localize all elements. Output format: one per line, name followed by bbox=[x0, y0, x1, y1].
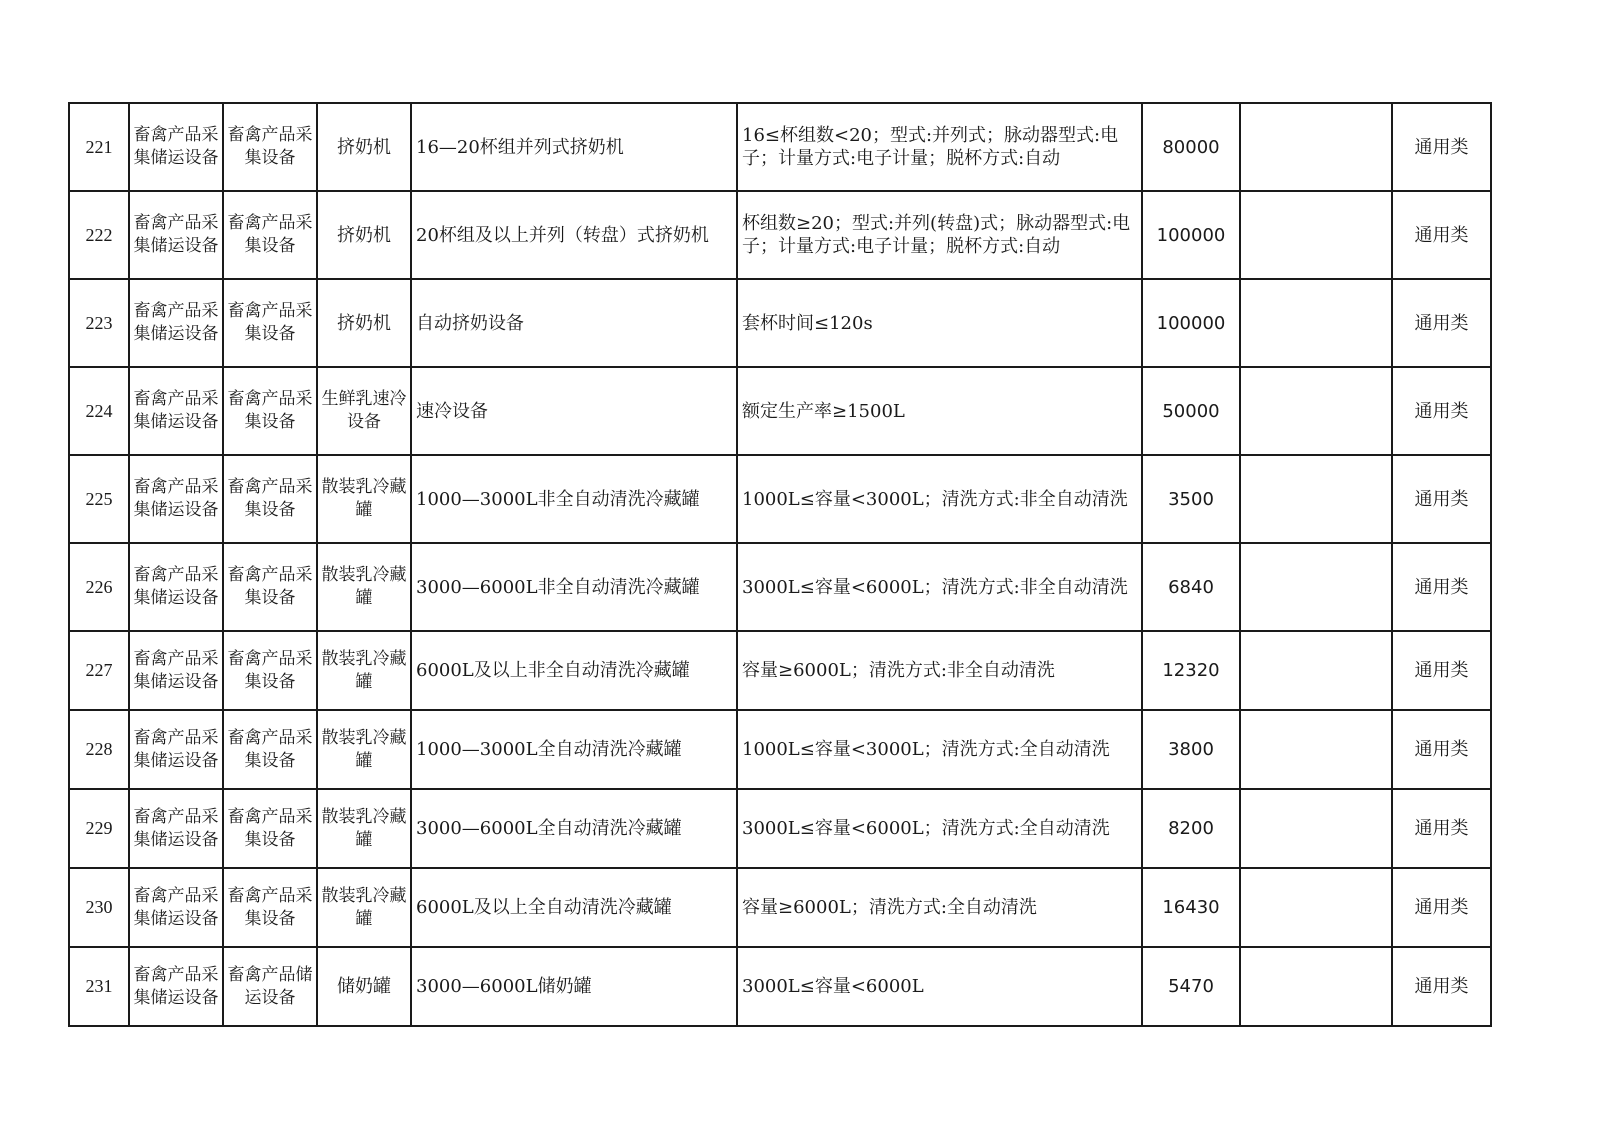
table-row bbox=[69, 631, 1491, 710]
category-level2: 畜禽产品采集设备 bbox=[223, 631, 317, 710]
item-name: 20杯组及以上并列（转盘）式挤奶机 bbox=[411, 191, 737, 279]
item-type: 通用类 bbox=[1392, 789, 1491, 868]
row-number: 223 bbox=[69, 279, 129, 367]
item-spec: 1000L≤容量<3000L；清洗方式:全自动清洗 bbox=[737, 710, 1142, 789]
item-type: 通用类 bbox=[1392, 543, 1491, 631]
item-type: 通用类 bbox=[1392, 868, 1491, 947]
note-cell bbox=[1240, 367, 1392, 455]
item-spec: 3000L≤容量<6000L；清洗方式:全自动清洗 bbox=[737, 789, 1142, 868]
note-cell bbox=[1240, 710, 1392, 789]
table-row bbox=[69, 279, 1491, 367]
item-category: 挤奶机 bbox=[317, 279, 411, 367]
category-level1: 畜禽产品采集储运设备 bbox=[129, 103, 223, 191]
item-spec: 3000L≤容量<6000L bbox=[737, 947, 1142, 1026]
item-type: 通用类 bbox=[1392, 455, 1491, 543]
category-level2: 畜禽产品采集设备 bbox=[223, 103, 317, 191]
item-category: 散装乳冷藏罐 bbox=[317, 710, 411, 789]
item-spec: 容量≥6000L；清洗方式:全自动清洗 bbox=[737, 868, 1142, 947]
item-spec: 容量≥6000L；清洗方式:非全自动清洗 bbox=[737, 631, 1142, 710]
item-name: 自动挤奶设备 bbox=[411, 279, 737, 367]
subsidy-amount: 6840 bbox=[1142, 543, 1240, 631]
subsidy-amount: 3800 bbox=[1142, 710, 1240, 789]
table-row bbox=[69, 103, 1491, 191]
table-row bbox=[69, 947, 1491, 1026]
row-number: 224 bbox=[69, 367, 129, 455]
category-level1: 畜禽产品采集储运设备 bbox=[129, 789, 223, 868]
category-level2: 畜禽产品采集设备 bbox=[223, 191, 317, 279]
table-row bbox=[69, 868, 1491, 947]
row-number: 221 bbox=[69, 103, 129, 191]
subsidy-amount: 5470 bbox=[1142, 947, 1240, 1026]
item-category: 挤奶机 bbox=[317, 103, 411, 191]
item-name: 1000—3000L全自动清洗冷藏罐 bbox=[411, 710, 737, 789]
item-spec: 3000L≤容量<6000L；清洗方式:非全自动清洗 bbox=[737, 543, 1142, 631]
item-category: 散装乳冷藏罐 bbox=[317, 631, 411, 710]
subsidy-amount: 3500 bbox=[1142, 455, 1240, 543]
item-name: 3000—6000L储奶罐 bbox=[411, 947, 737, 1026]
note-cell bbox=[1240, 191, 1392, 279]
item-type: 通用类 bbox=[1392, 710, 1491, 789]
item-category: 挤奶机 bbox=[317, 191, 411, 279]
note-cell bbox=[1240, 868, 1392, 947]
item-category: 散装乳冷藏罐 bbox=[317, 868, 411, 947]
table-row bbox=[69, 710, 1491, 789]
row-number: 230 bbox=[69, 868, 129, 947]
item-name: 1000—3000L非全自动清洗冷藏罐 bbox=[411, 455, 737, 543]
item-name: 3000—6000L非全自动清洗冷藏罐 bbox=[411, 543, 737, 631]
subsidy-amount: 100000 bbox=[1142, 279, 1240, 367]
subsidy-amount: 16430 bbox=[1142, 868, 1240, 947]
table-row bbox=[69, 789, 1491, 868]
item-spec: 16≤杯组数<20；型式:并列式；脉动器型式:电子；计量方式:电子计量；脱杯方式:自动 bbox=[737, 103, 1142, 191]
category-level1: 畜禽产品采集储运设备 bbox=[129, 631, 223, 710]
table-row bbox=[69, 455, 1491, 543]
category-level2: 畜禽产品采集设备 bbox=[223, 367, 317, 455]
category-level2: 畜禽产品采集设备 bbox=[223, 710, 317, 789]
item-name: 6000L及以上全自动清洗冷藏罐 bbox=[411, 868, 737, 947]
row-number: 227 bbox=[69, 631, 129, 710]
subsidy-amount: 80000 bbox=[1142, 103, 1240, 191]
note-cell bbox=[1240, 103, 1392, 191]
item-name: 6000L及以上非全自动清洗冷藏罐 bbox=[411, 631, 737, 710]
category-level2: 畜禽产品采集设备 bbox=[223, 543, 317, 631]
category-level1: 畜禽产品采集储运设备 bbox=[129, 868, 223, 947]
category-level2: 畜禽产品采集设备 bbox=[223, 868, 317, 947]
equipment-table bbox=[68, 102, 1492, 1027]
table-row bbox=[69, 367, 1491, 455]
category-level2: 畜禽产品储运设备 bbox=[223, 947, 317, 1026]
category-level1: 畜禽产品采集储运设备 bbox=[129, 543, 223, 631]
note-cell bbox=[1240, 631, 1392, 710]
row-number: 222 bbox=[69, 191, 129, 279]
table-row bbox=[69, 191, 1491, 279]
item-type: 通用类 bbox=[1392, 191, 1491, 279]
row-number: 226 bbox=[69, 543, 129, 631]
category-level1: 畜禽产品采集储运设备 bbox=[129, 367, 223, 455]
item-spec: 额定生产率≥1500L bbox=[737, 367, 1142, 455]
row-number: 228 bbox=[69, 710, 129, 789]
item-category: 散装乳冷藏罐 bbox=[317, 543, 411, 631]
item-category: 储奶罐 bbox=[317, 947, 411, 1026]
note-cell bbox=[1240, 789, 1392, 868]
item-spec: 杯组数≥20；型式:并列(转盘)式；脉动器型式:电子；计量方式:电子计量；脱杯方式:自动 bbox=[737, 191, 1142, 279]
category-level1: 畜禽产品采集储运设备 bbox=[129, 947, 223, 1026]
item-category: 生鲜乳速冷设备 bbox=[317, 367, 411, 455]
subsidy-amount: 8200 bbox=[1142, 789, 1240, 868]
item-name: 速冷设备 bbox=[411, 367, 737, 455]
note-cell bbox=[1240, 279, 1392, 367]
note-cell bbox=[1240, 947, 1392, 1026]
note-cell bbox=[1240, 543, 1392, 631]
item-category: 散装乳冷藏罐 bbox=[317, 455, 411, 543]
category-level1: 畜禽产品采集储运设备 bbox=[129, 455, 223, 543]
row-number: 225 bbox=[69, 455, 129, 543]
table-row bbox=[69, 543, 1491, 631]
subsidy-amount: 50000 bbox=[1142, 367, 1240, 455]
category-level1: 畜禽产品采集储运设备 bbox=[129, 191, 223, 279]
item-type: 通用类 bbox=[1392, 631, 1491, 710]
subsidy-amount: 100000 bbox=[1142, 191, 1240, 279]
item-name: 16—20杯组并列式挤奶机 bbox=[411, 103, 737, 191]
row-number: 229 bbox=[69, 789, 129, 868]
item-type: 通用类 bbox=[1392, 947, 1491, 1026]
subsidy-amount: 12320 bbox=[1142, 631, 1240, 710]
category-level1: 畜禽产品采集储运设备 bbox=[129, 279, 223, 367]
item-spec: 套杯时间≤120s bbox=[737, 279, 1142, 367]
item-spec: 1000L≤容量<3000L；清洗方式:非全自动清洗 bbox=[737, 455, 1142, 543]
category-level2: 畜禽产品采集设备 bbox=[223, 789, 317, 868]
item-type: 通用类 bbox=[1392, 367, 1491, 455]
category-level2: 畜禽产品采集设备 bbox=[223, 279, 317, 367]
item-category: 散装乳冷藏罐 bbox=[317, 789, 411, 868]
category-level1: 畜禽产品采集储运设备 bbox=[129, 710, 223, 789]
item-type: 通用类 bbox=[1392, 103, 1491, 191]
item-type: 通用类 bbox=[1392, 279, 1491, 367]
item-name: 3000—6000L全自动清洗冷藏罐 bbox=[411, 789, 737, 868]
category-level2: 畜禽产品采集设备 bbox=[223, 455, 317, 543]
row-number: 231 bbox=[69, 947, 129, 1026]
note-cell bbox=[1240, 455, 1392, 543]
